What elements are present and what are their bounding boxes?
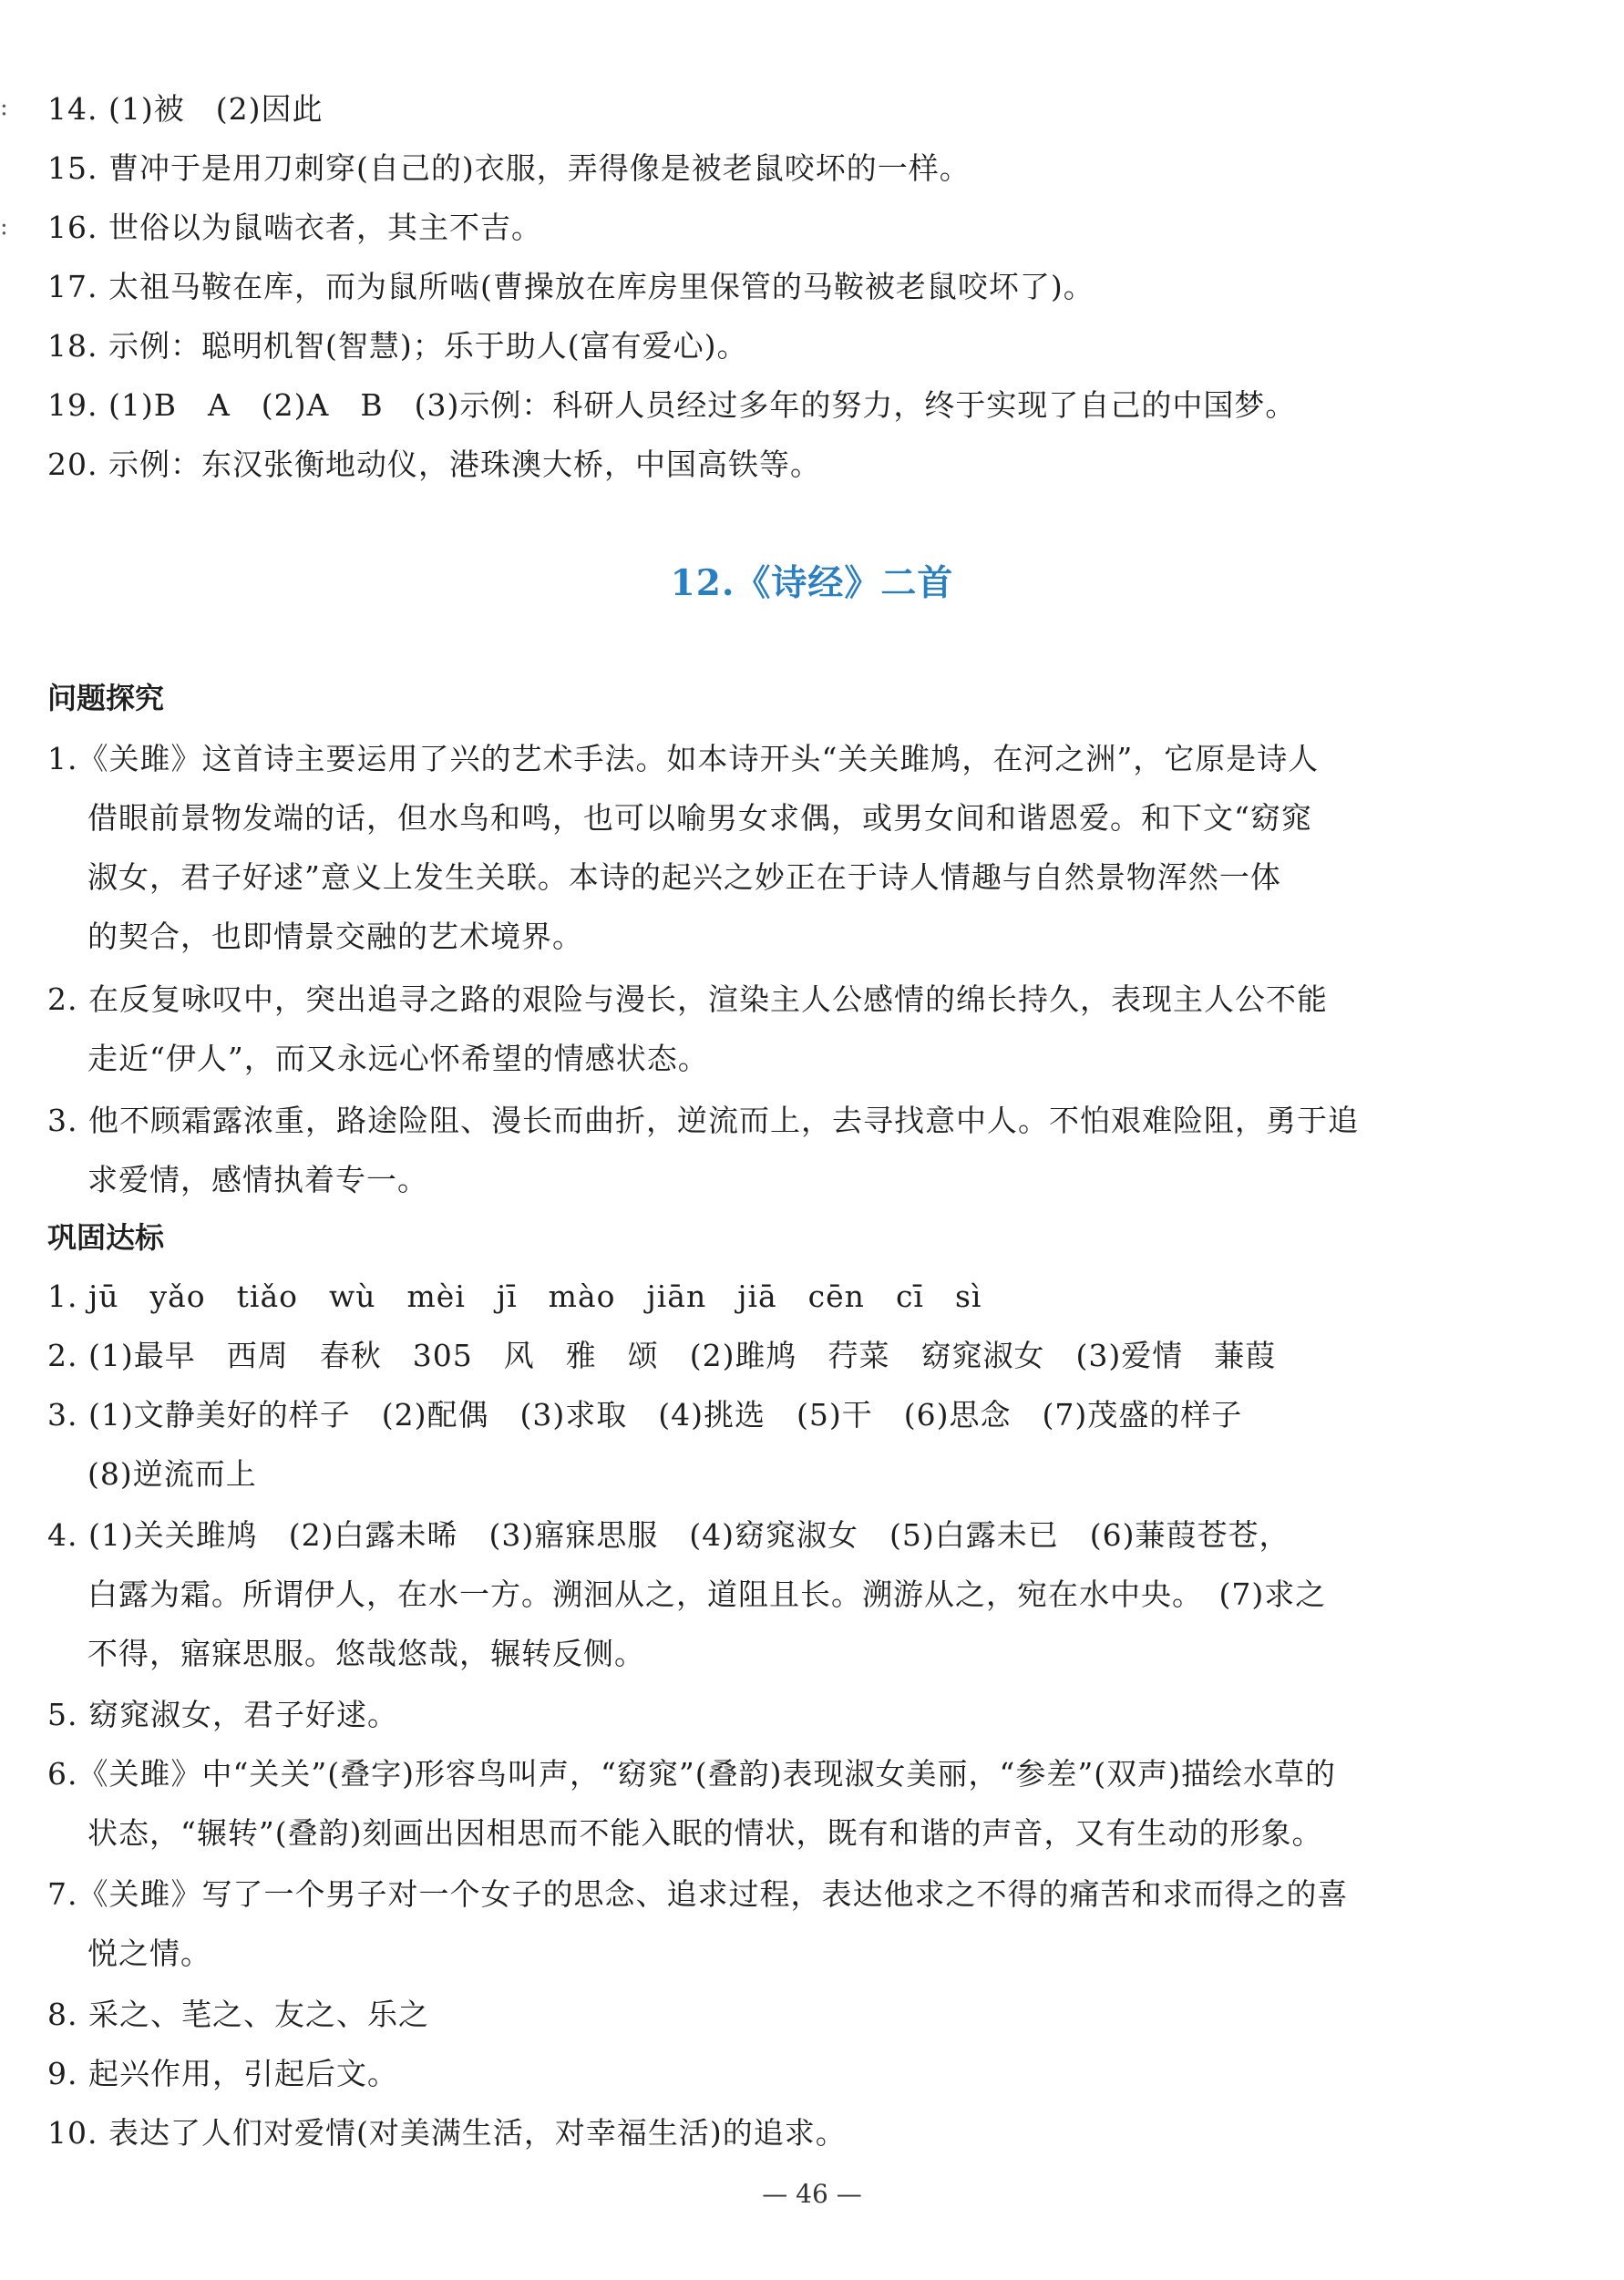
- chapter-title: 12.《诗经》二首: [670, 562, 954, 604]
- answer-line: 2. 在反复咏叹中，突出追寻之路的艰险与漫长，渲染主人公感情的绵长持久，表现主人公不能: [47, 981, 1328, 1017]
- answer-line: 14. (1)被 (2)因此: [47, 91, 324, 127]
- answer-line: 2. (1)最早 西周 春秋 305 风 雅 颂 (2)雎鸠 荇菜 窈窕淑女 (3)爱情 蒹葭: [47, 1338, 1277, 1373]
- answer-line: 4. (1)关关雎鸠 (2)白露未晞 (3)寤寐思服 (4)窈窕淑女 (5)白露未已 (6)蒹葭苍苍，: [47, 1517, 1290, 1553]
- answer-line: 3. 他不顾霜露浓重，路途险阻、漫长而曲折，逆流而上，去寻找意中人。不怕艰难险阻，勇于追: [47, 1103, 1359, 1138]
- answer-line: 淑女，君子好逑”意义上发生关联。本诗的起兴之妙正在于诗人情趣与自然景物浑然一体: [87, 859, 1281, 895]
- answer-line: 1. jū yǎo tiǎo wù mèi jī mào jiān jiā cēn cī sì: [47, 1279, 982, 1314]
- page-number: — 46 —: [762, 2179, 862, 2209]
- answer-line: 16. 世俗以为鼠啮衣者，其主不吉。: [47, 210, 542, 245]
- answer-line: 6.《关雎》中“关关”(叠字)形容鸟叫声，“窈窕”(叠韵)表现淑女美丽，“参差”(双声)描绘水草的: [47, 1756, 1336, 1792]
- section-heading: 问题探究: [47, 681, 165, 715]
- answer-line: 7.《关雎》写了一个男子对一个女子的思念、追求过程，表达他求之不得的痛苦和求而得之的喜: [47, 1876, 1349, 1912]
- answer-line: 的契合，也即情景交融的艺术境界。: [87, 919, 583, 954]
- answer-line: 20. 示例：东汉张衡地动仪，港珠澳大桥，中国高铁等。: [47, 447, 821, 482]
- answer-line: 8. 采之、芼之、友之、乐之: [47, 1997, 429, 2032]
- answer-line: 17. 太祖马鞍在库，而为鼠所啮(曹操放在库房里保管的马鞍被老鼠咬坏了)。: [47, 269, 1095, 304]
- answer-line: 9. 起兴作用，引起后文。: [47, 2056, 398, 2091]
- answer-line: 19. (1)B A (2)A B (3)示例：科研人员经过多年的努力，终于实现了自己的中国梦。: [47, 387, 1297, 423]
- answer-line: 状态，“辗转”(叠韵)刻画出因相思而不能入眠的情状，既有和谐的声音，又有生动的形象。: [87, 1815, 1323, 1851]
- margin-mark: :: [0, 213, 8, 241]
- answer-line: 借眼前景物发端的话，但水鸟和鸣，也可以喻男女求偶，或男女间和谐恩爱。和下文“窈窕: [87, 800, 1312, 836]
- section-heading: 巩固达标: [47, 1220, 165, 1255]
- answer-line: 10. 表达了人们对爱情(对美满生活，对幸福生活)的追求。: [47, 2115, 847, 2151]
- answer-line: 求爱情，感情执着专一。: [87, 1162, 428, 1197]
- margin-mark: :: [0, 94, 8, 121]
- answer-line: 白露为霜。所谓伊人，在水一方。溯洄从之，道阻且长。溯游从之，宛在水中央。 (7)求之: [87, 1576, 1327, 1612]
- answer-line: 走近“伊人”，而又永远心怀希望的情感状态。: [87, 1041, 709, 1076]
- answer-line: 18. 示例：聪明机智(智慧)；乐于助人(富有爱心)。: [47, 328, 748, 364]
- answer-line: (8)逆流而上: [87, 1456, 257, 1492]
- answer-line: 不得，寤寐思服。悠哉悠哉，辗转反侧。: [87, 1636, 645, 1671]
- answer-line: 悦之情。: [87, 1936, 211, 1971]
- answer-line: 3. (1)文静美好的样子 (2)配偶 (3)求取 (4)挑选 (5)干 (6)思念 (7)茂盛的样子: [47, 1397, 1243, 1433]
- answer-line: 15. 曹冲于是用刀刺穿(自己的)衣服，弄得像是被老鼠咬坏的一样。: [47, 150, 971, 186]
- answer-line: 1.《关雎》这首诗主要运用了兴的艺术手法。如本诗开头“关关雎鸠，在河之洲”，它原是诗人: [47, 741, 1320, 776]
- answer-line: 5. 窈窕淑女，君子好逑。: [47, 1697, 398, 1732]
